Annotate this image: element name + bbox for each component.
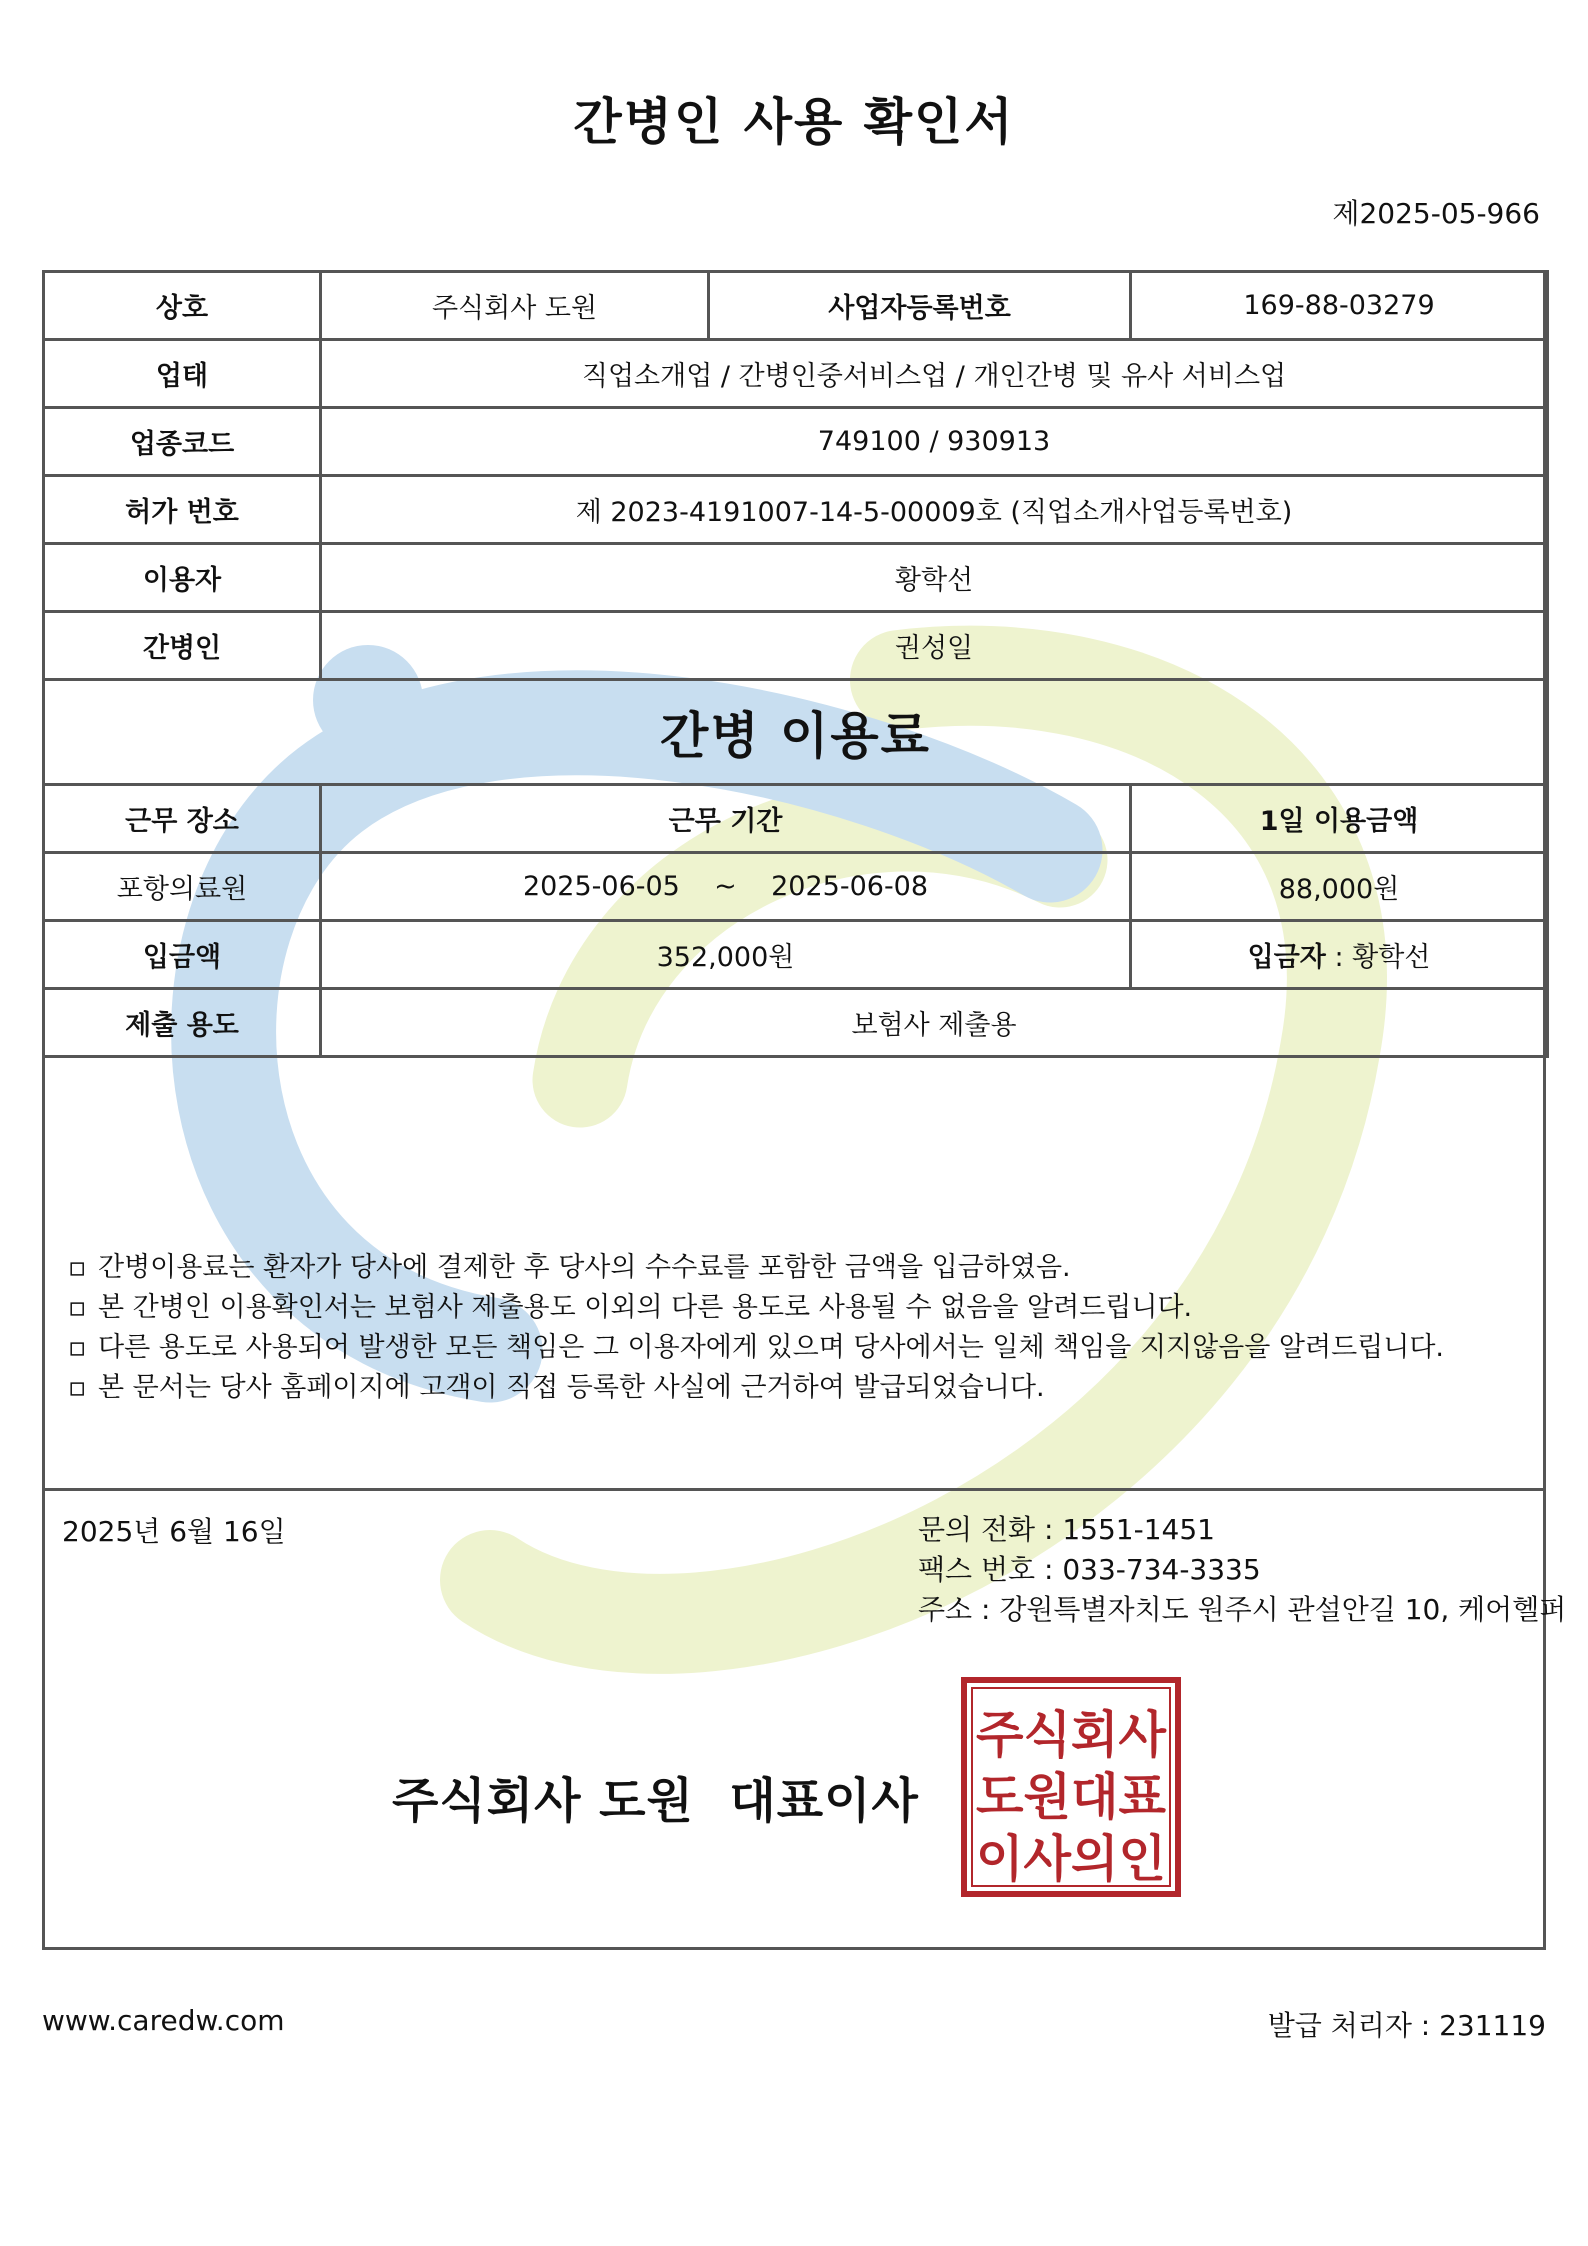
notes-list <box>68 1248 1528 1408</box>
user-label: 이용자 <box>44 544 321 612</box>
website-link[interactable]: www.caredw.com <box>42 2004 285 2037</box>
list-item <box>68 1328 1528 1368</box>
bullet-icon: ▫ <box>68 1292 87 1323</box>
bizcode-label: 업종코드 <box>44 408 321 476</box>
contact-address: 주소 : 강원특별자치도 원주시 관설안길 10, 케어헬퍼 <box>918 1593 1567 1626</box>
place-value: 포항의료원 <box>44 853 321 921</box>
section-divider <box>42 1488 1546 1491</box>
bizreg-label: 사업자등록번호 <box>709 272 1131 340</box>
purpose-value: 보험사 제출용 <box>321 989 1548 1057</box>
list-item <box>68 1248 1528 1288</box>
fee-section-title: 간병 이용료 <box>44 680 1548 785</box>
seal-text-line: 도원대표 <box>976 1768 1167 1826</box>
table-row <box>44 989 1548 1057</box>
place-label: 근무 장소 <box>44 785 321 853</box>
note-text: 본 간병인 이용확인서는 보험사 제출용도 이외의 다른 용도로 사용될 수 없음을 알려드립니다. <box>98 1292 1193 1323</box>
seal-text-line: 주식회사 <box>976 1706 1167 1764</box>
contact-block <box>918 1510 1566 1630</box>
signature-line: 주식회사 도원 대표이사 <box>392 1773 919 1829</box>
list-item <box>68 1288 1528 1328</box>
table-row <box>44 408 1548 476</box>
document-number: 제2025-05-966 <box>1332 197 1540 230</box>
permit-label: 허가 번호 <box>44 476 321 544</box>
biztype-value: 직업소개업 / 간병인중서비스업 / 개인간병 및 유사 서비스업 <box>321 340 1548 408</box>
bullet-icon: ▫ <box>68 1332 87 1363</box>
bullet-icon: ▫ <box>68 1372 87 1403</box>
company-seal-stamp <box>960 1676 1182 1898</box>
depositor-label: 입금자 <box>1247 942 1326 973</box>
deposit-value: 352,000원 <box>321 921 1131 989</box>
biztype-label: 업태 <box>44 340 321 408</box>
caregiver-label: 간병인 <box>44 612 321 680</box>
permit-value: 제 2023-4191007-14-5-00009호 (직업소개사업등록번호) <box>321 476 1548 544</box>
table-row <box>44 921 1548 989</box>
table-row <box>44 785 1548 853</box>
table-row <box>44 612 1548 680</box>
company-value: 주식회사 도원 <box>321 272 709 340</box>
table-row <box>44 853 1548 921</box>
bullet-icon: ▫ <box>68 1252 87 1283</box>
daily-fee-value: 88,000원 <box>1131 853 1548 921</box>
contact-phone: 문의 전화 : 1551-1451 <box>918 1513 1215 1546</box>
document-title: 간병인 사용 확인서 <box>573 93 1015 151</box>
table-row <box>44 340 1548 408</box>
depositor-cell <box>1131 921 1548 989</box>
contact-fax: 팩스 번호 : 033-734-3335 <box>918 1553 1261 1586</box>
table-row <box>44 544 1548 612</box>
period-label: 근무 기간 <box>321 785 1131 853</box>
user-value: 황학선 <box>321 544 1548 612</box>
note-text: 본 문서는 당사 홈페이지에 고객이 직접 등록한 사실에 근거하여 발급되었습니다. <box>98 1372 1045 1403</box>
company-label: 상호 <box>44 272 321 340</box>
deposit-label: 입금액 <box>44 921 321 989</box>
info-table <box>42 270 1549 1058</box>
bizcode-value: 749100 / 930913 <box>321 408 1548 476</box>
note-text: 간병이용료는 환자가 당사에 결제한 후 당사의 수수료를 포함한 금액을 입금하였음. <box>98 1252 1071 1283</box>
daily-fee-label: 1일 이용금액 <box>1131 785 1548 853</box>
purpose-label: 제출 용도 <box>44 989 321 1057</box>
period-value: 2025-06-05 ~ 2025-06-08 <box>321 853 1131 921</box>
table-row <box>44 476 1548 544</box>
table-row <box>44 272 1548 340</box>
caregiver-value: 권성일 <box>321 612 1548 680</box>
issue-date: 2025년 6월 16일 <box>62 1515 286 1548</box>
note-text: 다른 용도로 사용되어 발생한 모든 책임은 그 이용자에게 있으며 당사에서는 일체 책임을 지지않음을 알려드립니다. <box>98 1332 1445 1363</box>
depositor-value: : 황학선 <box>1325 942 1431 973</box>
issuer-id: 발급 처리자 : 231119 <box>1267 2009 1546 2042</box>
table-row <box>44 680 1548 785</box>
list-item <box>68 1368 1528 1408</box>
seal-text-line: 이사의인 <box>976 1830 1166 1888</box>
bizreg-value: 169-88-03279 <box>1131 272 1548 340</box>
